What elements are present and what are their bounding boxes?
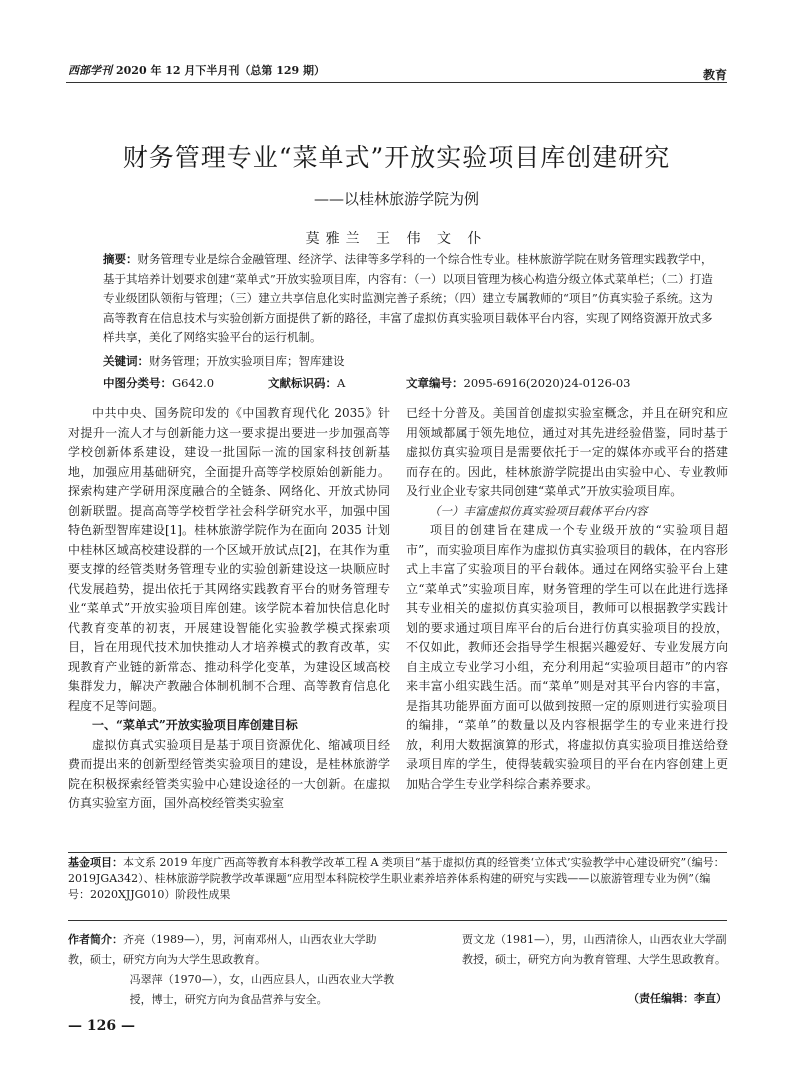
article-no-label: 文章编号：	[406, 376, 464, 390]
author-bio-right	[462, 930, 732, 970]
article-no-field	[406, 375, 630, 391]
body-right-column	[406, 404, 728, 794]
bio-entry: 冯翠萍（1970—），女，山西应县人，山西农业大学教授，博士，研究方向为食品营养与安全。	[129, 973, 395, 1006]
clc-label: 中图分类号：	[103, 376, 172, 390]
bio-divider	[68, 920, 727, 921]
body-left-column	[68, 404, 390, 814]
funding-label: 基金项目：	[68, 856, 123, 869]
keywords-text: 财务管理；开放实验项目库；智库建设	[149, 354, 345, 368]
paragraph: 虚拟仿真式实验项目是基于项目资源优化、缩减项目经费而提出来的创新型经管类实验项目的建设，是桂林旅游学院在积极探索经管类实验中心建设途径的一大创新。在虚拟仿真实验室方面，国外高校经管类实验室	[68, 737, 390, 810]
issue-info: 2020 年 12 月下半月刊（总第 129 期）	[116, 64, 326, 77]
page-number: — 126 —	[68, 1018, 135, 1034]
footnote-divider	[68, 852, 727, 853]
paragraph: 项目的创建旨在建成一个专业级开放的“实验项目超市”，而实验项目库作为虚拟仿真实验项目的载体，在内容形式上丰富了实验项目的平台载体。通过在网络实验平台上建立“菜单式”实验项目库，财务管理的学生可以在此进行选择其专业相关的虚拟仿真实验项目，教师可以根据教学实践计划的要求通过项目库平台的后台进行仿真实验项目的投放，不仅如此，教师还会指导学生根据兴趣爱好、专业发展方向自主成立专业学习小组，充分利用起“实验项目超市”的内容来丰富小组实践生活。而“菜单”则是对其平台内容的丰富，是指其功能界面方面可以做到按照一定的原则进行实验项目的编排，“菜单”的数量以及内容根据学生的专业来进行投放，利用大数据演算的形式，将虚拟仿真实验项目推送给登录项目库的学生，使得装载实验项目的平台在内容创建上更加贴合学生专业学科综合素养要求。	[406, 523, 728, 791]
section-label: 教育	[702, 68, 727, 82]
subsection-heading: （一）丰富虚拟仿真实验项目载体平台内容	[429, 503, 648, 518]
article-subtitle: ——以桂林旅游学院为例	[313, 190, 479, 208]
journal-logo: 西部学刊	[68, 64, 112, 77]
author-list: 莫雅兰 王 伟 文 仆	[305, 231, 488, 247]
funding-text: 本文系 2019 年度广西高等教育本科教学改革工程 A 类项目“基于虚拟仿真的经管类‘立体式’实验教学中心建设研究”（编号：2019JGA342）、桂林旅游学院教学改革课题“应用型本科院校学生职业素养培养体系构建的研究与实践——以旅游管理专业为例”（编号：2020XJJG010）阶段性成果	[68, 856, 725, 901]
clc-field	[103, 375, 214, 391]
paragraph: 中共中央、国务院印发的《中国教育现代化 2035》针对提升一流人才与创新能力这一要求提出要进一步加强高等学校创新体系建设，建设一批国际一流的国家科技创新基地，加强应用基础研究，全面提升高等学校原始创新能力。探索构建产学研用深度融合的全链条、网络化、开放式协同创新联盟。提高高等学校哲学社会科学研究水平，加强中国特色新型智库建设[1]。桂林旅游学院作为在面向 2035 计划中桂林区域高校建设群的一个区域开放试点[2]，在其作为重要支撑的经管类财务管理专业的实验创新建设这一块顺应时代发展趋势，提出依托于其网络实践教育平台的财务管理专业“菜单式”开放实验项目库创建。该学院本着加快信息化时代教育变革的初衷，开展建设智能化实验教学模式探索项目，旨在用现代技术加快推动人才培养模式的教育改革，实现教育产业链的新常态、推动科学化变革，为建设区域高校集群发力，解决产教融合体制机制不合理、高等教育信息化程度不足等问题。	[68, 406, 390, 713]
section-heading: 一、“菜单式”开放实验项目库创建目标	[92, 718, 298, 732]
doc-code-label: 文献标识码：	[268, 376, 337, 390]
bio-entry: 贾文龙（1981—），男，山西清徐人，山西农业大学副教授，硕士，研究方向为教育管理、大学生思政教育。	[462, 933, 727, 966]
doc-code-value: A	[337, 376, 346, 390]
bio-label: 作者简介：	[68, 933, 123, 946]
bio-entry: 齐亮（1989—），男，河南邓州人，山西农业大学助教，硕士，研究方向为大学生思政教育。	[68, 933, 377, 966]
journal-header	[68, 62, 325, 78]
author-bio-left	[68, 930, 398, 1010]
doc-code-field	[268, 375, 345, 391]
article-title: 财务管理专业“菜单式”开放实验项目库创建研究	[122, 143, 671, 172]
header-divider	[66, 82, 727, 83]
editor-note: （责任编辑：李直）	[628, 992, 727, 1005]
funding-note	[68, 855, 727, 903]
clc-value: G642.0	[172, 376, 215, 390]
keywords	[103, 353, 715, 369]
keywords-label: 关键词：	[103, 354, 149, 368]
paragraph: 已经十分普及。美国首创虚拟实验室概念，并且在研究和应用领域都属于领先地位，通过对其先进经验借鉴，同时基于虚拟仿真实验项目是需要依托于一定的媒体亦或平台的搭建而存在的。因此，桂林旅游学院提出由实验中心、专业教师及行业企业专家共同创建“菜单式”开放实验项目库。	[406, 406, 728, 498]
abstract-text: 财务管理专业是综合金融管理、经济学、法律等多学科的一个综合性专业。桂林旅游学院在财务管理实践教学中，基于其培养计划要求创建“菜单式”开放实验项目库，内容有：（一）以项目管理为核心构造分级立体式菜单栏；（二）打造专业级团队领衔与管理；（三）建立共享信息化实时监测完善子系统；（四）建立专属教师的“项目”仿真实验子系统。这为高等教育在信息技术与实验创新方面提供了新的路径，丰富了虚拟仿真实验项目载体平台内容，实现了网络资源开放式多样共享，美化了网络实验平台的运行机制。	[103, 252, 713, 345]
abstract	[103, 250, 715, 348]
abstract-label: 摘要：	[103, 252, 138, 266]
article-no-value: 2095-6916(2020)24-0126-03	[463, 376, 631, 390]
